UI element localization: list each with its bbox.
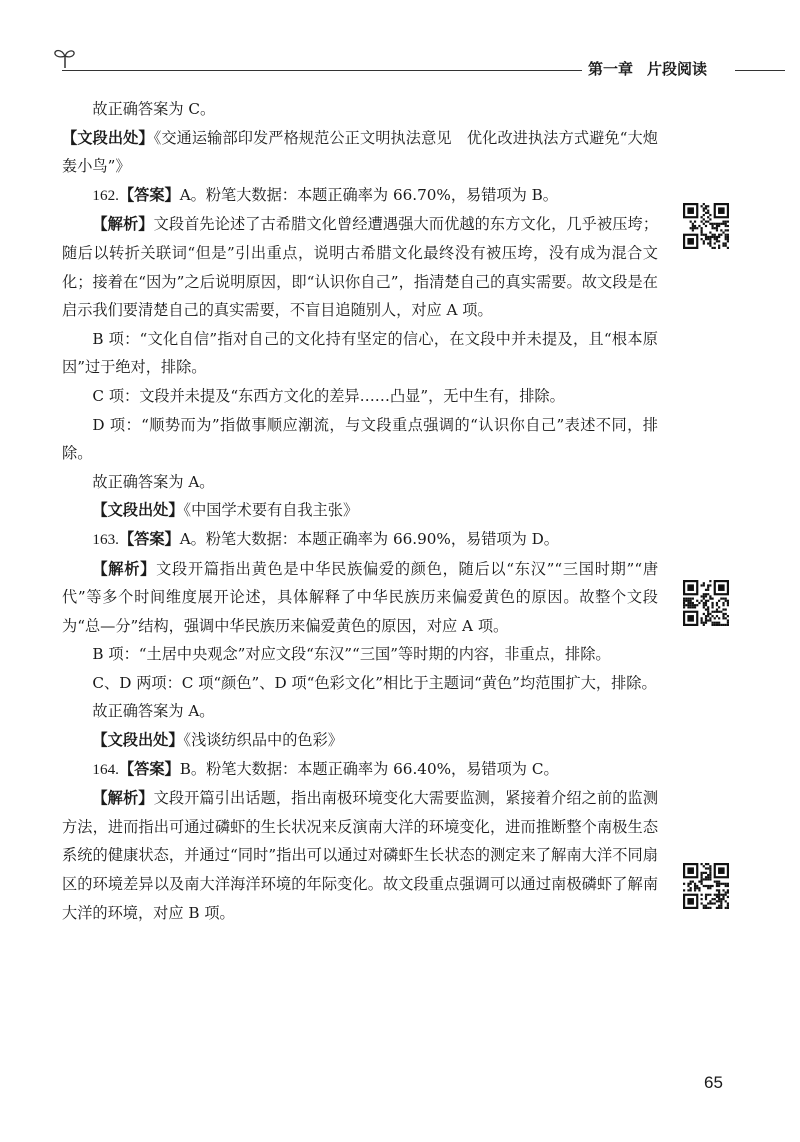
source-tag: 【文段出处】 [92,501,184,520]
source-tag: 【文段出处】 [62,128,154,147]
explanation-tag: 【解析】 [92,559,157,578]
source-tag: 【文段出处】 [92,731,184,750]
answer-line: 故正确答案为 C。 [92,100,216,118]
qr-code-icon[interactable] [683,203,729,249]
q162-answer-text: A。粉笔大数据：本题正确率为 66.70%，易错项为 B。 [179,185,558,204]
q163-source-text: 《浅谈纺织品中的色彩》 [183,731,343,750]
page-body [62,95,658,927]
answer-tag: 【答案】 [118,185,180,204]
q164-answer-text: B。粉笔大数据：本题正确率为 66.40%，易错项为 C。 [179,759,559,778]
q162-explanation [62,210,658,324]
explanation-tag: 【解析】 [92,789,154,808]
q163-option-b: B 项：“土居中央观念”对应文段“东汉”“三国”等时期的内容，非重点，排除。 [92,645,611,664]
q164-number: 164. [92,760,119,778]
q163-option-cd: C、D 两项：C 项“颜色”、D 项“色彩文化”相比于主题词“黄色”均范围扩大，排除。 [92,673,657,692]
page-number: 65 [704,1073,723,1092]
explanation-tag: 【解析】 [92,215,154,234]
chapter-title [588,58,721,79]
header-rule-right [735,70,785,71]
source-line [62,124,658,181]
q162-option-b: B 项：“文化自信”指对自己的文化持有坚定的信心，在文段中并未提及，且“根本原因”过于绝对，排除。 [62,329,658,377]
q164-explanation [62,784,658,927]
qr-code-icon[interactable] [683,863,729,909]
q162-option-d: D 项：“顺势而为”指做事顺应潮流，与文段重点强调的“认识你自己”表述不同，排除。 [62,415,658,463]
q162-option-c: C 项：文段并未提及“东西方文化的差异……凸显”，无中生有，排除。 [92,386,565,405]
q162-number: 162. [92,186,119,204]
q162-source [62,496,658,525]
page-header [0,38,800,78]
qr-code-icon[interactable] [683,580,729,626]
header-rule-left [62,70,582,71]
answer-tag: 【答案】 [118,529,180,548]
q162-explanation-text: 文段首先论述了古希腊文化曾经遭遇强大而优越的东方文化，几乎被压垮；随后以转折关联词“但是”引出重点，说明古希腊文化最终没有被压垮，没有成为混合文化；接着在“因为”之后说明原因，即“认识你自己”，指清楚自己的真实需要。故文段是在启示我们要清楚自己的真实需要，不盲目追随别人，对应 A 项。 [62,215,659,320]
q163-source [62,726,658,755]
section-title: 片段阅读 [647,60,708,78]
answer-tag: 【答案】 [118,759,180,778]
q162-source-text: 《中国学术要有自我主张》 [183,501,359,520]
q163-final-answer: 故正确答案为 A。 [92,702,215,721]
sprout-icon [52,44,78,70]
q162-final-answer: 故正确答案为 A。 [92,472,215,491]
q164-answer [62,755,658,785]
q162-answer [62,181,658,211]
q163-explanation [62,555,658,641]
q164-explanation-text: 文段开篇引出话题，指出南极环境变化大需要监测，紧接着介绍之前的监测方法，进而指出可通过磷虾的生长状况来反演南大洋的环境变化，进而推断整个南极生态系统的健康状态，并通过“同时”指出可以通过对磷虾生长状态的测定来了解南大洋不同扇区的环境差异以及南大洋海洋环境的年际变化。故文段重点强调可以通过南极磷虾了解南大洋的环境，对应 B 项。 [62,789,659,922]
q163-answer [62,525,658,555]
chapter-number: 第一章 [588,60,634,78]
q163-explanation-text: 文段开篇指出黄色是中华民族偏爱的颜色，随后以“东汉”“三国时期”“唐代”等多个时间维度展开论述，具体解释了中华民族历来偏爱黄色的原因。故整个文段为“总—分”结构，强调中华民族历来偏爱黄色的原因，对应 A 项。 [62,559,659,635]
source-text: 《交通运输部印发严格规范公正文明执法意见 优化改进执法方式避免“大炮轰小鸟”》 [62,128,658,176]
q163-answer-text: A。粉笔大数据：本题正确率为 66.90%，易错项为 D。 [179,529,559,548]
q163-number: 163. [92,530,119,548]
